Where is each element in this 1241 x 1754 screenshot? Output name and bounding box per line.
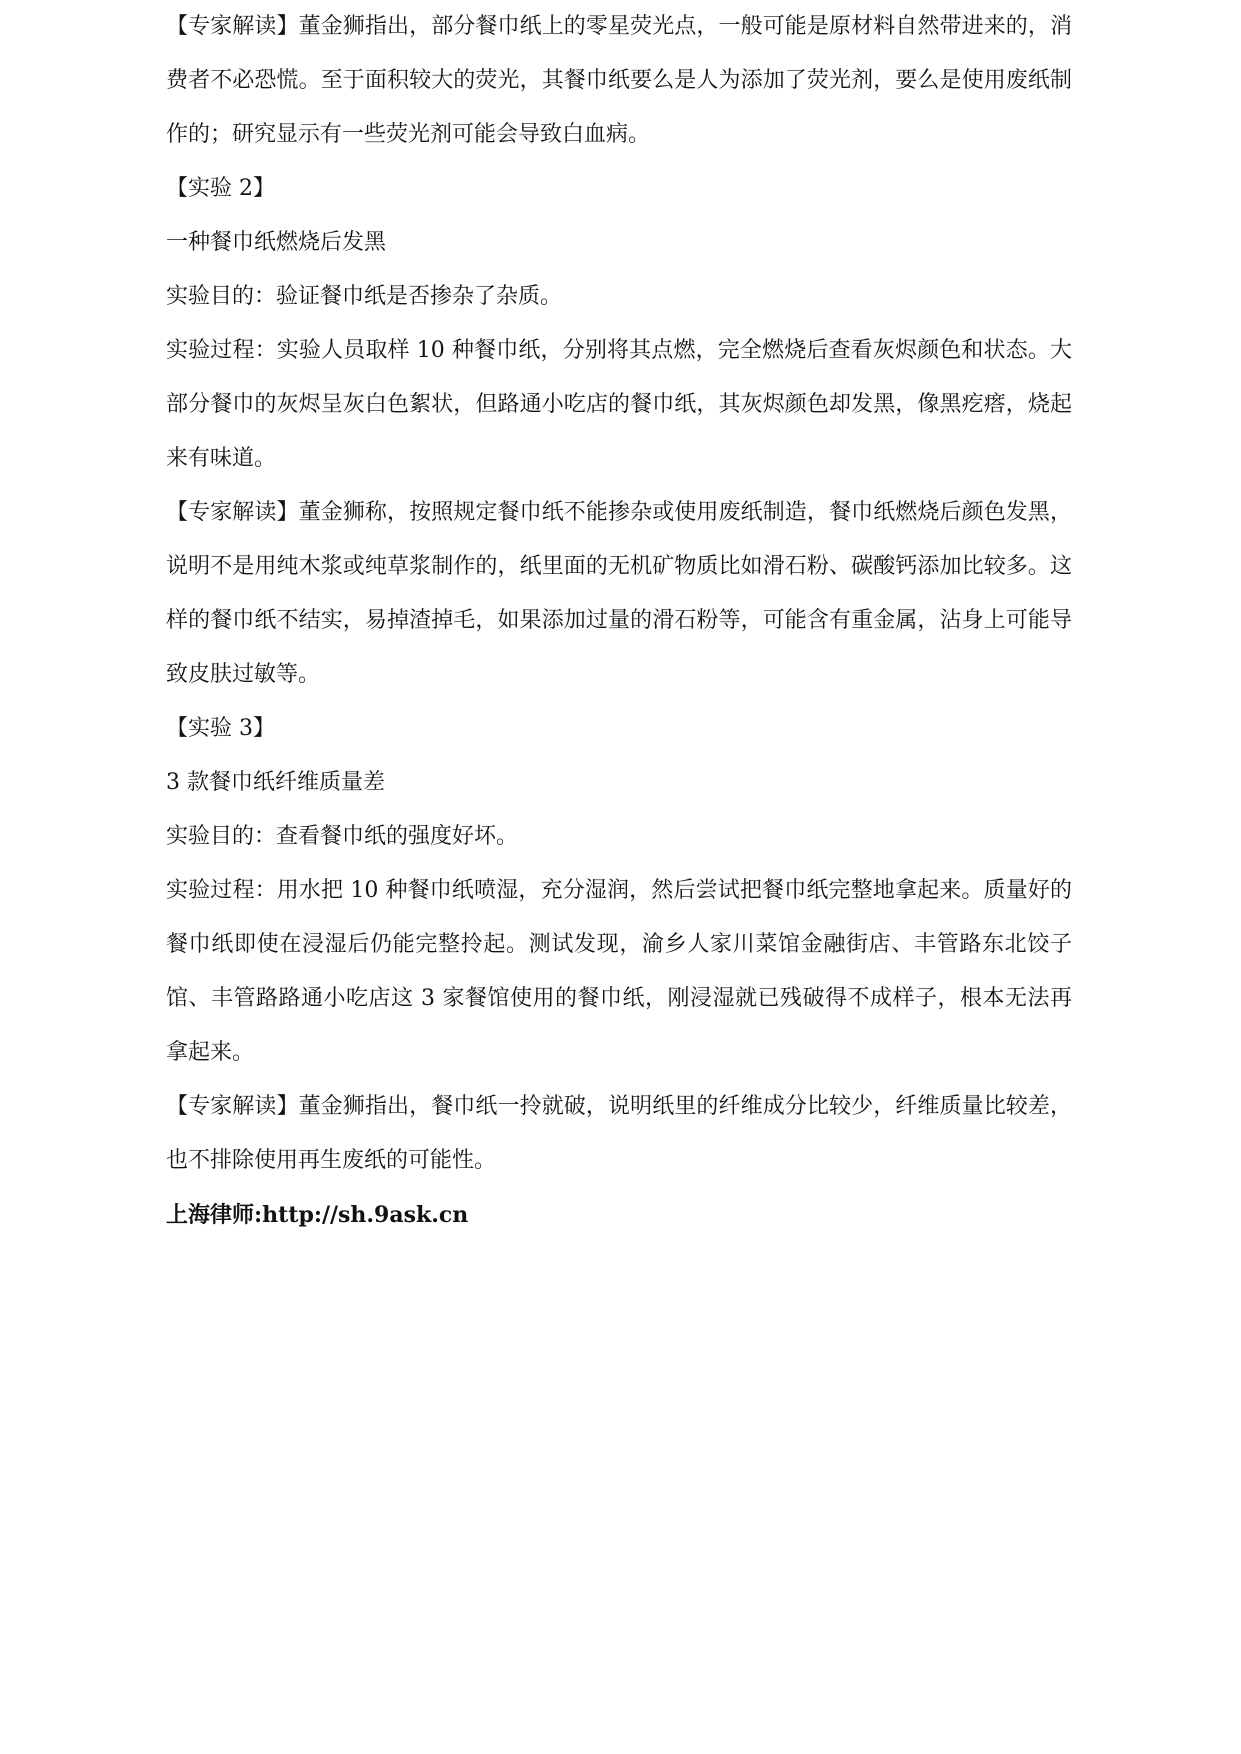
heading-experiment-3: 【实验 3】: [166, 716, 275, 741]
paragraph-experiment-2-process: 实验过程：实验人员取样 10 种餐巾纸，分别将其点燃，完全燃烧后查看灰烬颜色和状态。大部分餐巾的灰烬呈灰白色絮状，但路通小吃店的餐巾纸，其灰烬颜色却发黑，像黑疙瘩，烧起来有味道。: [166, 338, 1072, 471]
paragraph-expert-note-3: 【专家解读】董金狮指出，餐巾纸一拎就破，说明纸里的纤维成分比较少，纤维质量比较差，也不排除使用再生废纸的可能性。: [166, 1094, 1072, 1173]
paragraph-experiment-3-subtitle: 3 款餐巾纸纤维质量差: [166, 770, 385, 795]
paragraph-experiment-3-goal: 实验目的：查看餐巾纸的强度好坏。: [166, 824, 519, 849]
paragraph-experiment-2-subtitle: 一种餐巾纸燃烧后发黑: [166, 230, 387, 255]
heading-experiment-2: 【实验 2】: [166, 176, 275, 201]
footer-lawyer-link[interactable]: 上海律师:http://sh.9ask.cn: [166, 1202, 469, 1228]
paragraph-expert-note-1: 【专家解读】董金狮指出，部分餐巾纸上的零星荧光点，一般可能是原材料自然带进来的，消费者不必恐慌。至于面积较大的荧光，其餐巾纸要么是人为添加了荧光剂，要么是使用废纸制作的；研究显示有一些荧光剂可能会导致白血病。: [166, 14, 1072, 147]
paragraph-experiment-2-goal: 实验目的：验证餐巾纸是否掺杂了杂质。: [166, 284, 563, 309]
document-page: [166, 0, 1072, 1242]
paragraph-experiment-3-process: 实验过程：用水把 10 种餐巾纸喷湿，充分湿润，然后尝试把餐巾纸完整地拿起来。质量好的餐巾纸即使在浸湿后仍能完整拎起。测试发现，渝乡人家川菜馆金融街店、丰管路东北饺子馆、丰管路路通小吃店这 3 家餐馆使用的餐巾纸，刚浸湿就已残破得不成样子，根本无法再拿起来。: [166, 878, 1072, 1065]
paragraph-expert-note-2: 【专家解读】董金狮称，按照规定餐巾纸不能掺杂或使用废纸制造，餐巾纸燃烧后颜色发黑，说明不是用纯木浆或纯草浆制作的，纸里面的无机矿物质比如滑石粉、碳酸钙添加比较多。这样的餐巾纸不结实，易掉渣掉毛，如果添加过量的滑石粉等，可能含有重金属，沾身上可能导致皮肤过敏等。: [166, 500, 1072, 687]
